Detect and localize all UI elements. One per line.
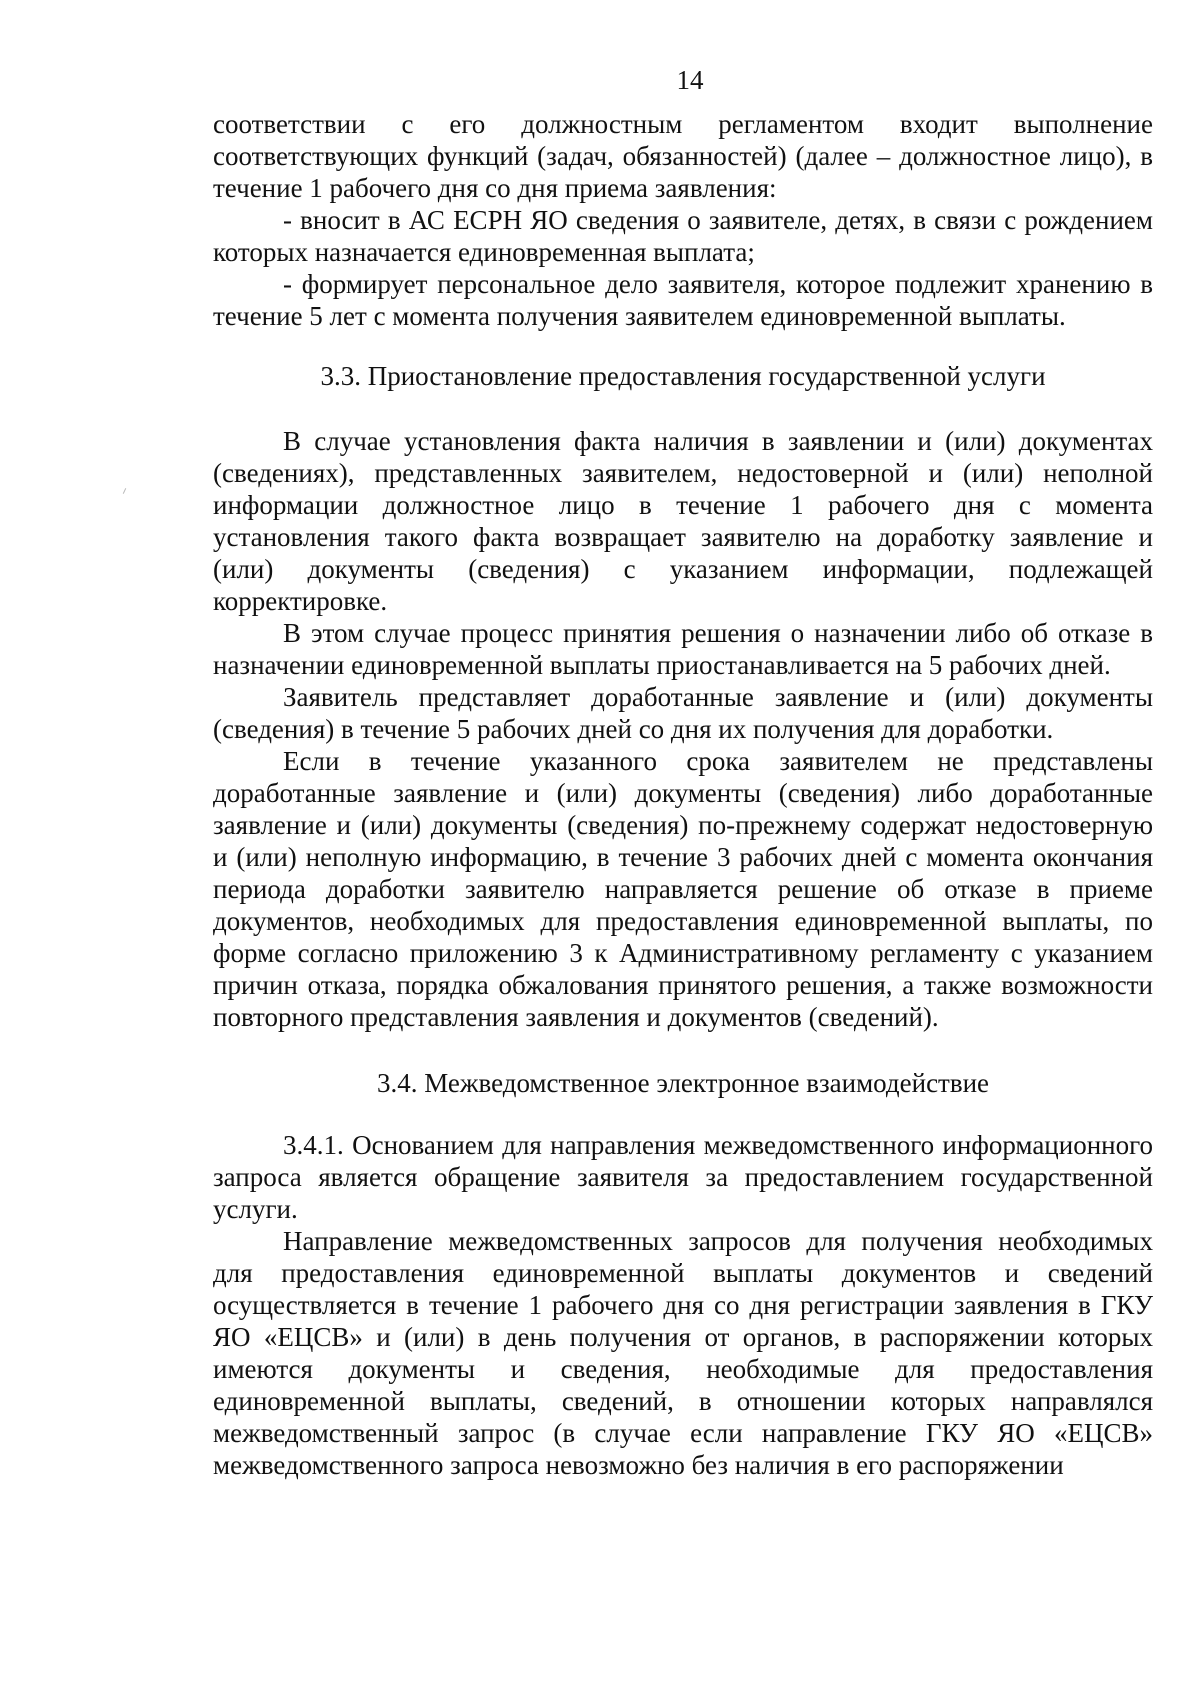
paragraph-3-4-2: Направление межведомственных запросов для получения необходимых для предоставления единовременной выплаты документов и сведений осуществляется в течение 1 рабочего дня со дня регистрации заявления в ГКУ ЯО «ЕЦСВ» и (или) в день получения от органов, в распоряжении которых имеются документы и сведения, необходимые для предоставления единовременной выплаты, сведений, в отношении которых направлялся межведомственный запрос (в случае если направление ГКУ ЯО «ЕЦСВ» межведомственного запроса невозможно без наличия в его распоряжении bbox=[213, 1226, 1153, 1480]
list-item-enter-data: - вносит в АС ЕСРН ЯО сведения о заявителе, детях, в связи с рождением которых назначается единовременная выплата; bbox=[213, 205, 1153, 267]
scan-mark bbox=[123, 488, 126, 494]
section-heading-3-3: 3.3. Приостановление предоставления государственной услуги bbox=[320, 361, 1046, 391]
page-number: 14 bbox=[676, 65, 704, 95]
paragraph-3-3-1: В случае установления факта наличия в заявлении и (или) документах (сведениях), представленных заявителем, недостоверной и (или) неполной информации должностное лицо в течение 1 рабочего дня с момента установления такого факта возвращает заявителю на доработку заявление и (или) документы (сведения) с указанием информации, подлежащей корректировке. bbox=[213, 426, 1153, 616]
list-item-form-case: - формирует персональное дело заявителя, которое подлежит хранению в течение 5 лет с момента получения заявителем единовременной выплаты. bbox=[213, 269, 1153, 331]
paragraph-3-4-1: 3.4.1. Основанием для направления межведомственного информационного запроса является обращение заявителя за предоставлением государственной услуги. bbox=[213, 1130, 1153, 1224]
paragraph-continuation: соответствии с его должностным регламентом входит выполнение соответствующих функций (задач, обязанностей) (далее – должностное лицо), в течение 1 рабочего дня со дня приема заявления: bbox=[213, 109, 1153, 203]
paragraph-3-3-4: Если в течение указанного срока заявителем не представлены доработанные заявление и (или) документы (сведения) либо доработанные заявление и (или) документы (сведения) по-прежнему содержат недостоверную и (или) неполную информацию, в течение 3 рабочих дней с момента окончания периода доработки заявителю направляется решение об отказе в приеме документов, необходимых для предоставления единовременной выплаты, по форме согласно приложению 3 к Административному регламенту с указанием причин отказа, порядка обжалования принятого решения, а также возможности повторного представления заявления и документов (сведений). bbox=[213, 746, 1153, 1032]
section-heading-3-4: 3.4. Межведомственное электронное взаимодействие bbox=[376, 1068, 990, 1098]
document-body bbox=[213, 108, 1153, 1481]
paragraph-3-3-2: В этом случае процесс принятия решения о назначении либо об отказе в назначении единовременной выплаты приостанавливается на 5 рабочих дней. bbox=[213, 618, 1153, 680]
paragraph-3-3-3: Заявитель представляет доработанные заявление и (или) документы (сведения) в течение 5 рабочих дней со дня их получения для доработки. bbox=[213, 682, 1153, 744]
